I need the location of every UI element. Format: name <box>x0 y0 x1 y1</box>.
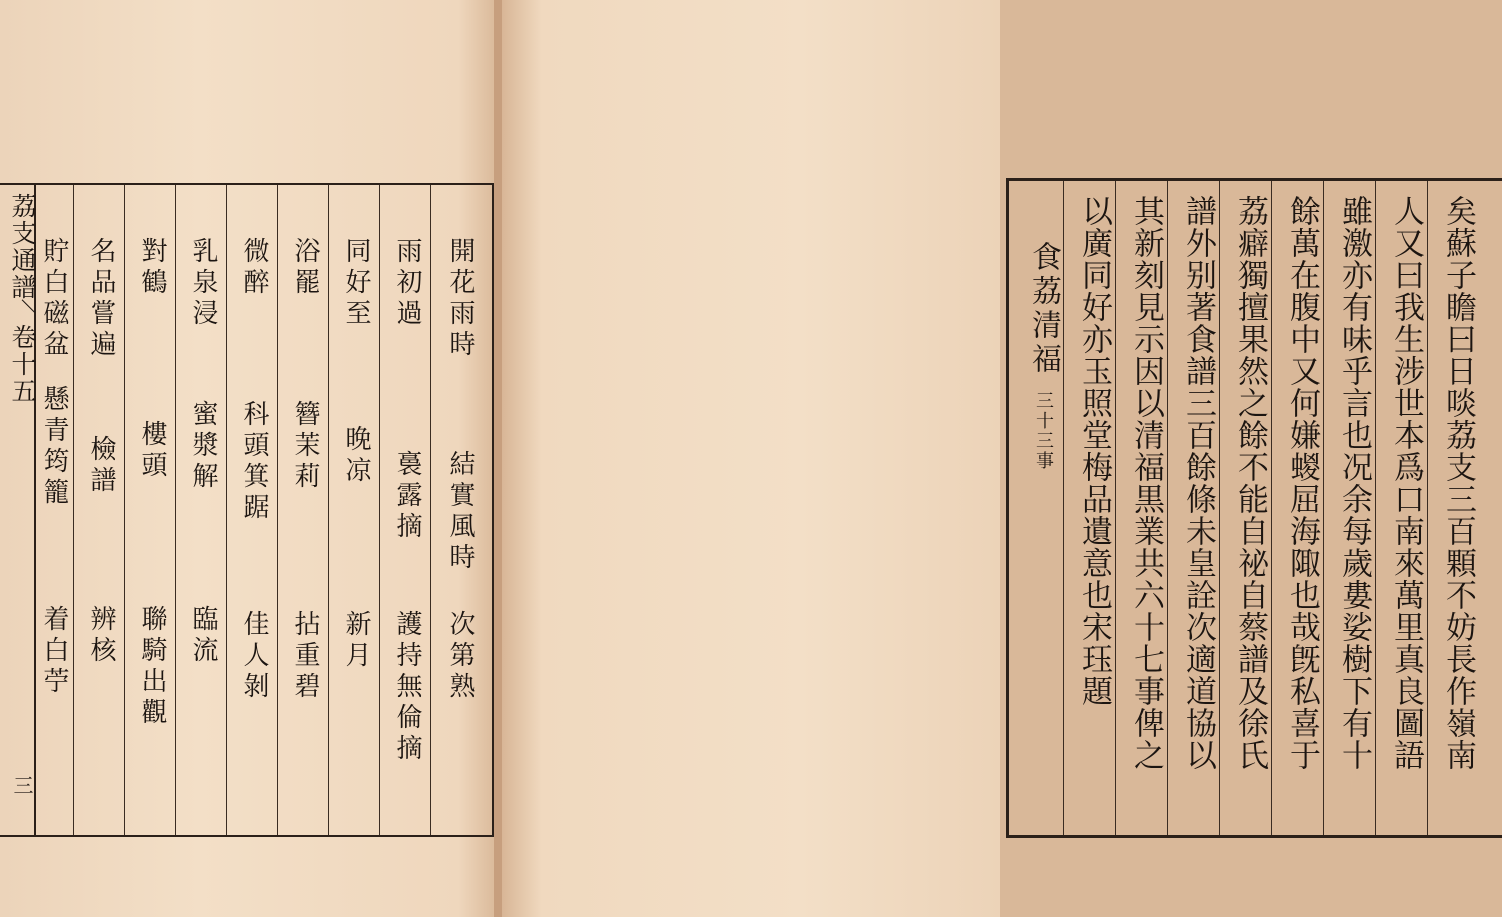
entry-text: 臨流 <box>188 605 218 667</box>
entry-text: 開花雨時 <box>445 237 475 361</box>
margin-title <box>4 193 40 405</box>
entry-text: 科頭箕踞 <box>239 400 269 524</box>
left-page <box>0 0 498 917</box>
book-title: 荔支通譜 <box>8 193 37 301</box>
entry-text: 晚凉 <box>341 425 371 487</box>
entry-text: 檢譜 <box>86 435 116 497</box>
entry-text: 着白苧 <box>39 605 69 698</box>
section-heading <box>1021 241 1065 471</box>
entry-text: 乳泉浸 <box>188 237 218 330</box>
column-rule <box>124 185 125 835</box>
entry-text: 簪茉莉 <box>290 400 320 493</box>
column-rule <box>175 185 176 835</box>
entry-text: 名品嘗遍 <box>86 237 116 361</box>
text-column: 其新刻見示因以清福黒業共六十七事俾之 <box>1128 195 1164 771</box>
entry-text: 蜜漿解 <box>188 400 218 493</box>
volume-label: 卷十五 <box>8 324 37 405</box>
entry-text: 聯騎出觀 <box>137 605 167 729</box>
left-page-frame <box>0 183 494 837</box>
entry-text: 對鶴 <box>137 237 167 299</box>
entry-text: 浴罷 <box>290 237 320 299</box>
column-rule <box>379 185 380 835</box>
entry-text: 次第熟 <box>445 610 475 703</box>
text-column: 人又曰我生涉世本爲口南來萬里真良圖語 <box>1388 195 1424 771</box>
text-column: 以廣同好亦玉照堂梅品遺意也宋珏題 <box>1076 195 1112 707</box>
entry-text: 佳人剝 <box>239 610 269 703</box>
entry-text: 樓頭 <box>137 420 167 482</box>
right-page-frame <box>1006 178 1502 838</box>
heading-note: 三十三事 <box>1033 391 1054 471</box>
column-rule <box>328 185 329 835</box>
page-number: 三 <box>10 775 34 795</box>
column-rule <box>73 185 74 835</box>
entry-text: 護持無倫摘 <box>392 610 422 765</box>
text-column: 雖激亦有味乎言也况余每歲婁娑樹下有十 <box>1336 195 1372 771</box>
fishtail-mark <box>9 299 35 325</box>
right-page <box>502 0 1476 917</box>
entry-text: 懸青筠籠 <box>39 385 69 509</box>
entry-text: 拈重碧 <box>290 610 320 703</box>
column-rule <box>226 185 227 835</box>
entry-text: 貯白磁盆 <box>39 237 69 361</box>
entry-text: 微醉 <box>239 237 269 299</box>
margin-column <box>0 185 36 835</box>
column-rule <box>277 185 278 835</box>
entry-text: 雨初過 <box>392 237 422 330</box>
entry-text: 新月 <box>341 610 371 672</box>
text-column: 矣蘇子瞻曰日啖荔支三百顆不妨長作嶺南 <box>1440 195 1476 771</box>
text-column: 譜外别著食譜三百餘條未皇詮次適道協以 <box>1180 195 1216 771</box>
entry-text: 同好至 <box>341 237 371 330</box>
heading-title: 食荔清福 <box>1026 241 1061 377</box>
entry-text: 辨核 <box>86 605 116 667</box>
entry-text: 結實風時 <box>445 450 475 574</box>
text-column: 餘萬在腹中又何嫌蝬屈海陬也哉旣私喜于 <box>1284 195 1320 771</box>
entry-text: 裛露摘 <box>392 450 422 543</box>
text-column: 荔癖獨擅果然之餘不能自祕自蔡譜及徐氏 <box>1232 195 1268 771</box>
column-rule <box>430 185 431 835</box>
